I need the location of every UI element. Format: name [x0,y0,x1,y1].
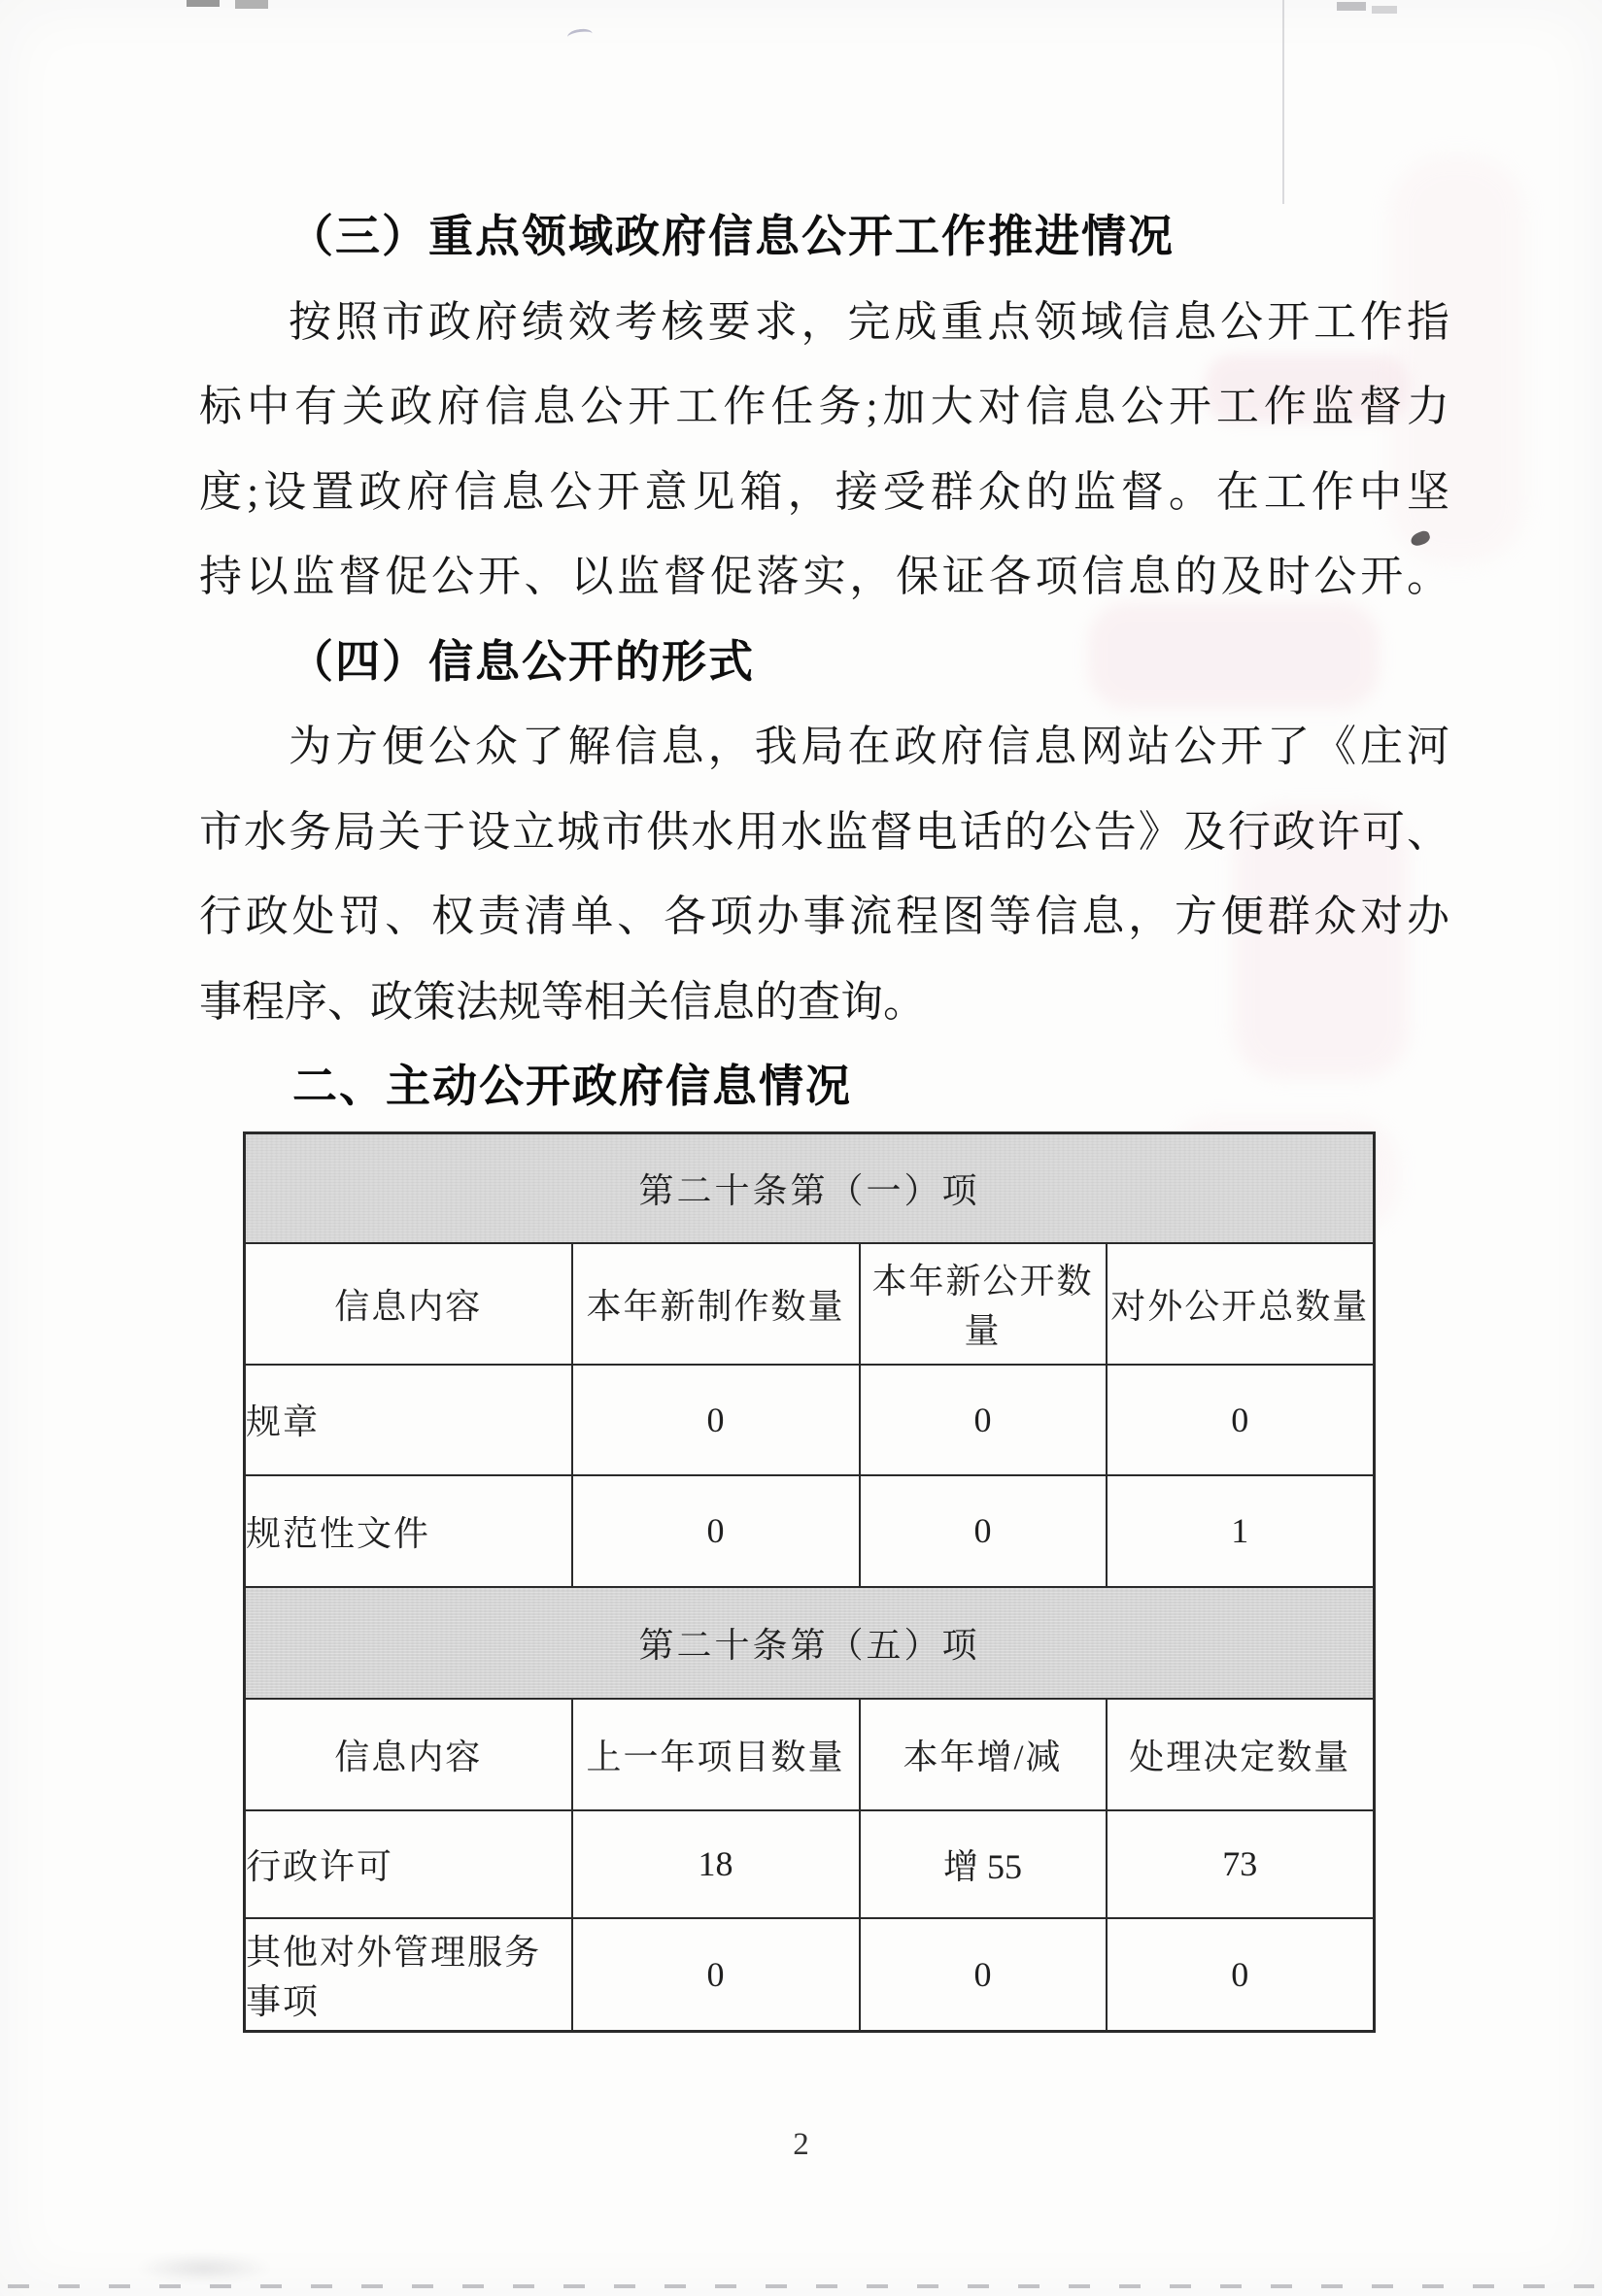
cell-value: 0 [860,1365,1107,1475]
scan-artifact-fold-line [1282,0,1284,204]
row-label: 规范性文件 [245,1475,572,1587]
paragraph-line: 度;设置政府信息公开意见箱，接受群众的监督。在工作中坚 [199,467,1449,516]
paragraph-line: 行政处罚、权责清单、各项办事流程图等信息，方便群众对办 [199,893,1449,940]
table-band-row [245,1133,1375,1243]
column-header: 本年新制作数量 [572,1243,860,1365]
cell-value: 0 [1107,1365,1375,1475]
scan-artifact-tilde-mark [566,27,594,43]
column-header: 本年增/减 [860,1699,1107,1810]
scan-artifact-top-left-dash [187,0,220,7]
paragraph-line: 事程序、政策法规等相关信息的查询。 [199,977,926,1026]
cell-value: 1 [1107,1475,1375,1587]
section-heading-4: （四）信息公开的形式 [289,636,755,687]
table-band-title: 第二十条第（一）项 [245,1133,1375,1243]
page-number: 2 [793,2127,809,2162]
table-header-row [245,1243,1375,1365]
scan-artifact-bottom-smudge [136,2253,272,2282]
cell-value: 0 [1107,1918,1375,2032]
cell-value: 0 [572,1365,860,1475]
scan-artifact-bottom-edge [8,2284,1594,2288]
cell-value: 18 [572,1810,860,1918]
cell-value: 0 [572,1918,860,2032]
column-header: 信息内容 [245,1243,572,1365]
scan-artifact-top-left-dash [235,0,268,9]
table-row [245,1918,1375,2032]
cell-value: 0 [860,1475,1107,1587]
column-header: 本年新公开数量 [860,1243,1107,1365]
column-header: 对外公开总数量 [1107,1243,1375,1365]
cell-value: 增 55 [860,1810,1107,1918]
cell-value: 0 [572,1475,860,1587]
table-row [245,1475,1375,1587]
table-row [245,1365,1375,1475]
row-label: 规章 [245,1365,572,1475]
paragraph-line: 市水务局关于设立城市供水用水监督电话的公告》及行政许可、 [199,807,1449,856]
cell-value: 0 [860,1918,1107,2032]
section-heading-2: 二、主动公开政府信息情况 [292,1061,852,1111]
paragraph-line: 按照市政府绩效考核要求，完成重点领域信息公开工作指 [289,297,1449,346]
cell-value: 73 [1107,1810,1375,1918]
column-header: 信息内容 [245,1699,572,1810]
scan-artifact-top-right-dash [1372,6,1397,14]
paragraph-line: 为方便公众了解信息，我局在政府信息网站公开了《庄河 [289,723,1449,770]
row-label: 其他对外管理服务事项 [245,1918,572,2032]
info-disclosure-table [243,1131,1376,2033]
table-band-title: 第二十条第（五）项 [245,1587,1375,1699]
section-heading-3: （三）重点领域政府信息公开工作推进情况 [289,212,1175,261]
row-label: 行政许可 [245,1810,572,1918]
document-body [199,194,1449,1130]
scan-artifact-top-right-dash [1337,2,1366,11]
table-row [245,1810,1375,1918]
paragraph-line: 持以监督促公开、以监督促落实，保证各项信息的及时公开。 [199,553,1449,600]
paragraph-line: 标中有关政府信息公开工作任务;加大对信息公开工作监督力 [199,383,1449,430]
table-header-row [245,1699,1375,1810]
column-header: 处理决定数量 [1107,1699,1375,1810]
column-header: 上一年项目数量 [572,1699,860,1810]
table-band-row [245,1587,1375,1699]
